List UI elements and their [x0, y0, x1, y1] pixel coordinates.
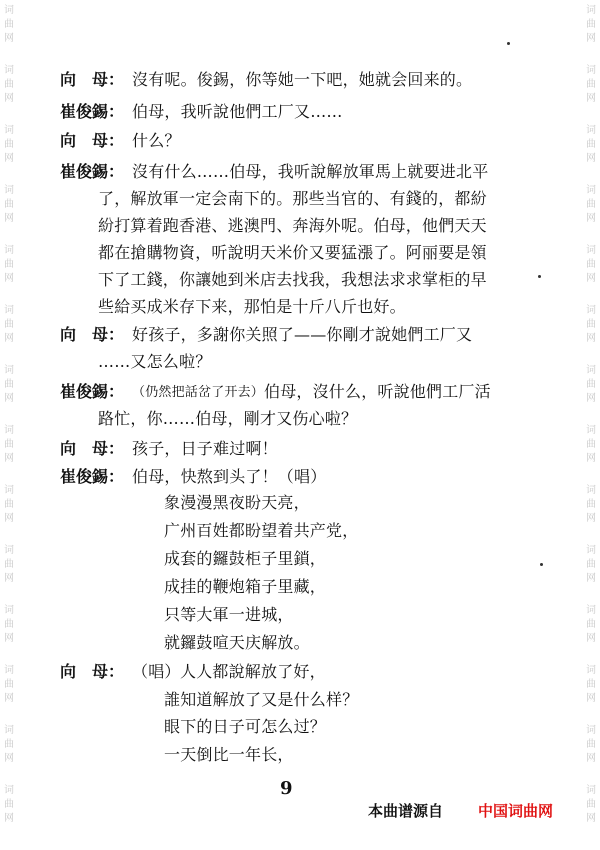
- watermark-char: 曲: [586, 499, 596, 510]
- watermark-char: 曲: [4, 499, 14, 510]
- watermark-char: 网: [4, 753, 14, 764]
- watermark-char: 词: [586, 665, 596, 676]
- dialogue-line: 伯母，快熬到头了！（唱）: [132, 467, 327, 486]
- lyric-line: 就鑼鼓喧天庆解放。: [164, 633, 310, 652]
- watermark-char: 词: [4, 725, 14, 736]
- watermark-char: 曲: [4, 199, 14, 210]
- watermark-char: 词: [586, 125, 596, 136]
- watermark-char: 词: [586, 5, 596, 16]
- watermark-char: 网: [586, 693, 596, 704]
- watermark-char: 词: [586, 185, 596, 196]
- lyric-line: 誰知道解放了又是什么样？: [164, 690, 359, 709]
- watermark-char: 网: [586, 393, 596, 404]
- watermark-char: 曲: [4, 559, 14, 570]
- lyric-line: 一天倒比一年长，: [164, 745, 294, 764]
- dialogue-line: ……又怎么啦？: [98, 352, 212, 371]
- watermark-char: 词: [4, 185, 14, 196]
- watermark-char: 词: [4, 485, 14, 496]
- watermark-char: 词: [4, 365, 14, 376]
- lyric-line: 成挂的鞭炮箱子里藏，: [164, 577, 327, 596]
- watermark-char: 曲: [4, 619, 14, 630]
- watermark-char: 网: [586, 633, 596, 644]
- speaker-label: 向 母：: [60, 131, 125, 150]
- watermark-char: 曲: [586, 139, 596, 150]
- watermark-char: 词: [586, 425, 596, 436]
- scan-speck: [507, 42, 510, 45]
- watermark-char: 网: [4, 453, 14, 464]
- watermark-right: [584, 0, 598, 850]
- stage-direction: （仍然把話岔了开去）: [132, 385, 265, 400]
- dialogue-line: 沒有呢。俊錫，你等她一下吧，她就会回来的。: [132, 70, 473, 89]
- footer-site-link[interactable]: 中国词曲网: [478, 802, 554, 820]
- watermark-char: 曲: [4, 379, 14, 390]
- speaker-label: 向 母：: [60, 325, 125, 344]
- dialogue-line: 了，解放軍一定会南下的。那些当官的、有錢的，都紛: [98, 189, 487, 208]
- watermark-char: 曲: [586, 259, 596, 270]
- watermark-char: 词: [586, 365, 596, 376]
- watermark-char: 曲: [4, 679, 14, 690]
- watermark-char: 词: [586, 725, 596, 736]
- watermark-char: 网: [586, 273, 596, 284]
- watermark-char: 曲: [586, 799, 596, 810]
- watermark-char: 词: [4, 605, 14, 616]
- page-number: 9: [280, 778, 293, 799]
- speaker-label: 崔俊錫：: [60, 467, 125, 486]
- dialogue-line: 紛打算着跑香港、逃澳門、奔海外呢。伯母，他們天天: [98, 216, 487, 235]
- watermark-char: 曲: [586, 619, 596, 630]
- dialogue-line: 下了工錢，你讓她到米店去找我，我想法求求掌柜的早: [98, 270, 487, 289]
- watermark-char: 曲: [586, 739, 596, 750]
- watermark-char: 网: [586, 153, 596, 164]
- watermark-char: 网: [4, 33, 14, 44]
- watermark-char: 词: [586, 305, 596, 316]
- lyric-line: 人人都說解放了好，: [180, 662, 326, 681]
- watermark-char: 网: [4, 393, 14, 404]
- dialogue-line: 好孩子，多謝你关照了——你剛才說她們工厂又: [132, 325, 473, 344]
- watermark-char: 词: [586, 245, 596, 256]
- watermark-char: 曲: [4, 259, 14, 270]
- watermark-char: 曲: [586, 79, 596, 90]
- scan-speck: [538, 275, 541, 278]
- watermark-char: 词: [586, 785, 596, 796]
- watermark-char: 曲: [586, 439, 596, 450]
- watermark-char: 曲: [4, 439, 14, 450]
- dialogue-line: 孩子，日子难过啊！: [132, 439, 278, 458]
- dialogue-line: 伯母，沒什么，听說他們工厂活: [264, 382, 491, 401]
- watermark-char: 网: [586, 33, 596, 44]
- watermark-char: 曲: [4, 79, 14, 90]
- watermark-char: 曲: [586, 379, 596, 390]
- watermark-char: 词: [4, 245, 14, 256]
- dialogue-line: 什么？: [132, 131, 181, 150]
- watermark-char: 曲: [586, 199, 596, 210]
- watermark-char: 曲: [586, 559, 596, 570]
- dialogue-line: 都在搶購物資，听說明天米价又要猛漲了。阿丽要是領: [98, 243, 487, 262]
- dialogue-line: 路忙，你……伯母，剛才又伤心啦？: [98, 409, 358, 428]
- watermark-char: 网: [4, 633, 14, 644]
- watermark-char: 词: [4, 665, 14, 676]
- watermark-char: 曲: [4, 19, 14, 30]
- speaker-label: 向 母：: [60, 439, 125, 458]
- watermark-char: 网: [586, 453, 596, 464]
- watermark-char: 网: [586, 333, 596, 344]
- watermark-char: 网: [4, 273, 14, 284]
- watermark-char: 网: [4, 513, 14, 524]
- watermark-char: 词: [4, 305, 14, 316]
- watermark-char: 网: [4, 813, 14, 824]
- watermark-char: 网: [4, 153, 14, 164]
- watermark-char: 网: [586, 813, 596, 824]
- watermark-char: 曲: [586, 679, 596, 690]
- watermark-char: 曲: [586, 319, 596, 330]
- watermark-char: 网: [4, 213, 14, 224]
- lyric-line: 眼下的日子可怎么过？: [164, 717, 327, 736]
- lyric-line: 广州百姓都盼望着共产党，: [164, 521, 359, 540]
- speaker-label: 向 母：: [60, 662, 125, 681]
- watermark-char: 词: [586, 605, 596, 616]
- watermark-char: 词: [4, 785, 14, 796]
- watermark-char: 词: [4, 545, 14, 556]
- speaker-label: 崔俊錫：: [60, 102, 125, 121]
- speaker-label: 崔俊錫：: [60, 162, 125, 181]
- dialogue-line: 沒有什么……伯母，我听說解放軍馬上就要进北平: [132, 162, 489, 181]
- watermark-char: 词: [4, 125, 14, 136]
- watermark-char: 网: [4, 573, 14, 584]
- watermark-left: [2, 0, 16, 850]
- watermark-char: 词: [586, 485, 596, 496]
- watermark-char: 曲: [4, 319, 14, 330]
- watermark-char: 网: [586, 573, 596, 584]
- watermark-char: 词: [4, 5, 14, 16]
- watermark-char: 词: [4, 65, 14, 76]
- stage-direction: （唱）: [132, 662, 181, 681]
- watermark-char: 词: [4, 425, 14, 436]
- watermark-char: 曲: [4, 739, 14, 750]
- watermark-char: 网: [586, 753, 596, 764]
- watermark-char: 网: [4, 93, 14, 104]
- lyric-line: 象漫漫黑夜盼天亮，: [164, 493, 310, 512]
- scan-speck: [540, 563, 543, 566]
- speaker-label: 崔俊錫：: [60, 382, 125, 401]
- speaker-label: 向 母：: [60, 70, 125, 89]
- watermark-char: 网: [586, 513, 596, 524]
- watermark-char: 曲: [586, 19, 596, 30]
- footer-source-label: 本曲谱源自: [368, 802, 444, 820]
- lyric-line: 成套的鑼鼓柜子里鎖，: [164, 549, 327, 568]
- watermark-char: 词: [586, 65, 596, 76]
- dialogue-line: 些給买成米存下来，那怕是十斤八斤也好。: [98, 297, 406, 316]
- watermark-char: 曲: [4, 799, 14, 810]
- watermark-char: 网: [586, 213, 596, 224]
- watermark-char: 词: [586, 545, 596, 556]
- watermark-char: 曲: [4, 139, 14, 150]
- lyric-line: 只等大軍一进城，: [164, 605, 294, 624]
- watermark-char: 网: [586, 93, 596, 104]
- watermark-char: 网: [4, 333, 14, 344]
- dialogue-line: 伯母，我听說他們工厂又……: [132, 102, 343, 121]
- watermark-char: 网: [4, 693, 14, 704]
